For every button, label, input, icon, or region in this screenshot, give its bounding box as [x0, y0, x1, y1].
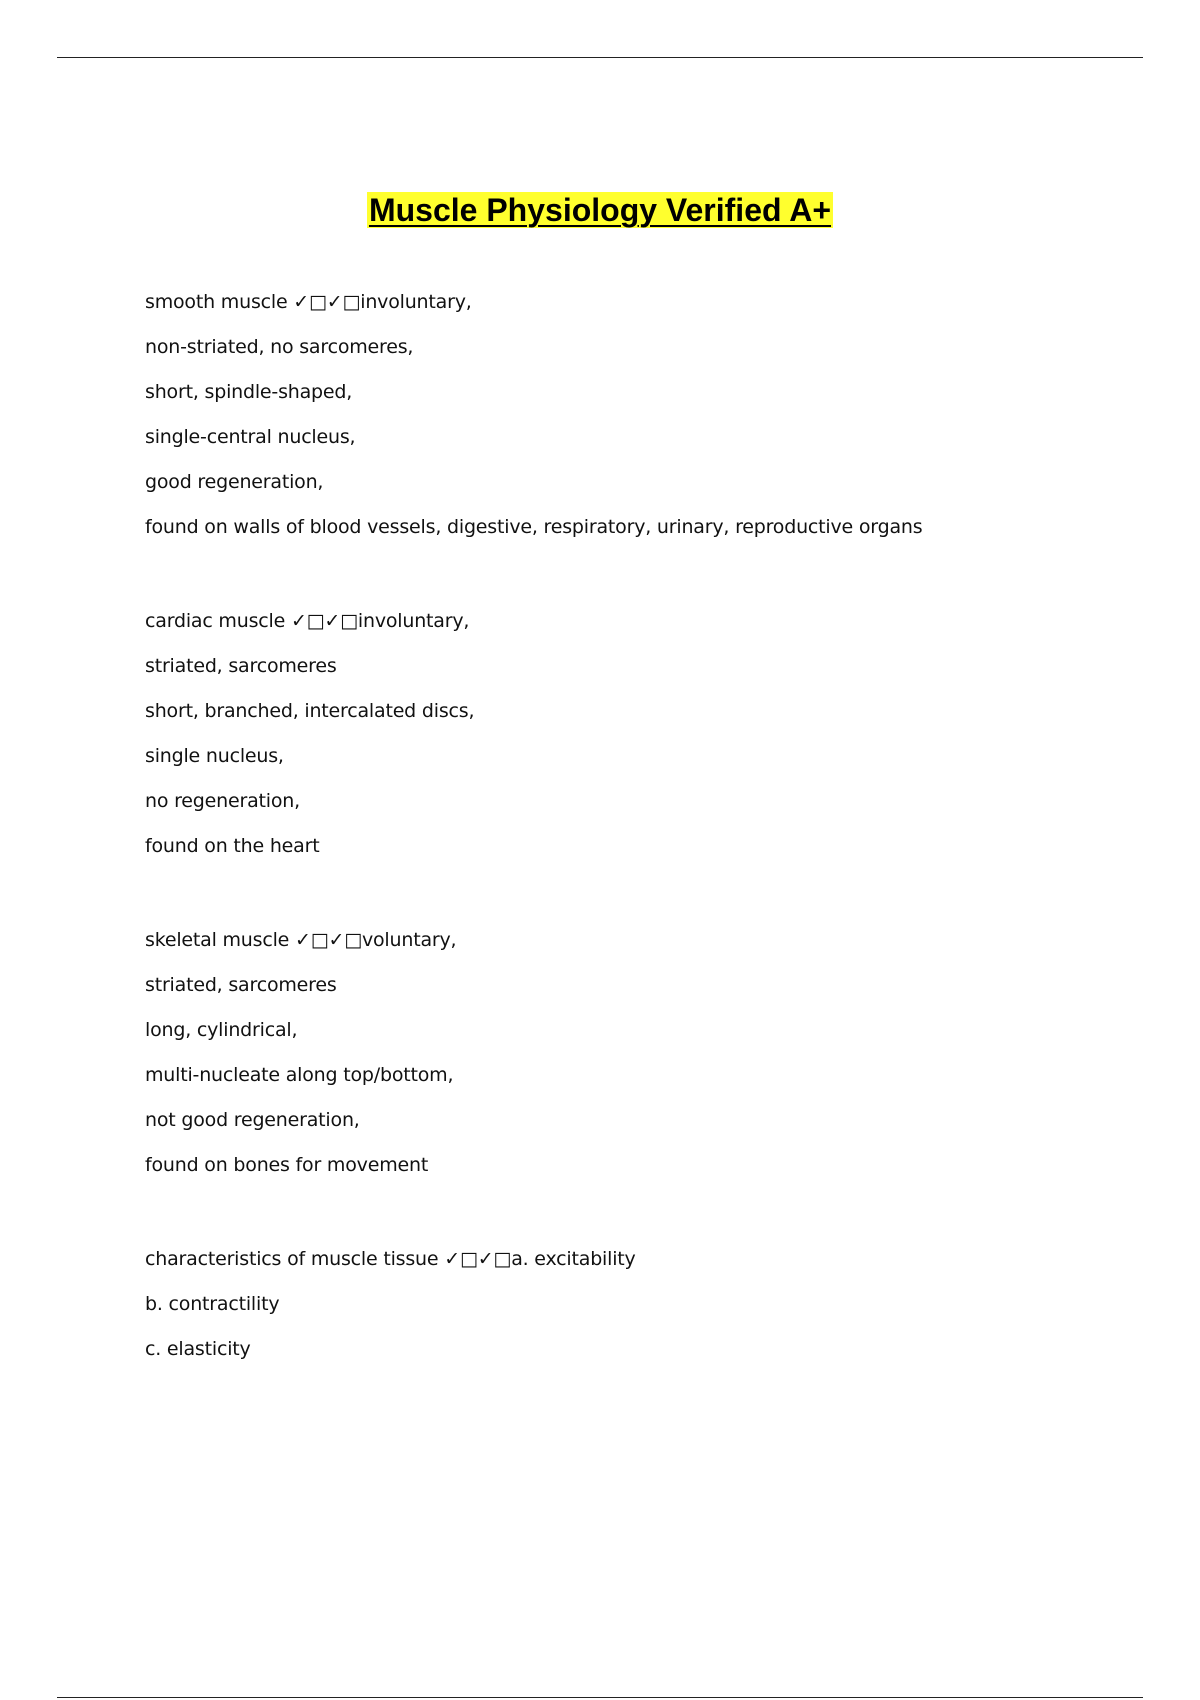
- checkmark-separator: ✓□✓□: [290, 610, 358, 632]
- entry-term: cardiac muscle: [145, 610, 286, 632]
- document-title: Muscle Physiology Verified A+: [368, 192, 832, 228]
- checkmark-separator: ✓□✓□: [444, 1248, 512, 1270]
- entry-answer-start: involuntary,: [360, 291, 472, 313]
- entry-line: b. contractility: [145, 1293, 280, 1315]
- entry-skeletal-muscle: [145, 918, 1145, 1188]
- footer-rule: [57, 1697, 1143, 1698]
- entry-cardiac-muscle: [145, 599, 1145, 869]
- entry-line: short, branched, intercalated discs,: [145, 700, 475, 722]
- entry-term: characteristics of muscle tissue: [145, 1248, 439, 1270]
- title-container: [0, 192, 1200, 228]
- document-body: [145, 280, 1145, 1421]
- entry-first-line: [145, 599, 1145, 644]
- entry-line: found on the heart: [145, 835, 320, 857]
- entry-line: short, spindle-shaped,: [145, 381, 353, 403]
- entry-first-line: [145, 280, 1145, 325]
- entry-characteristics: [145, 1237, 1145, 1372]
- entry-first-line: [145, 918, 1145, 963]
- header-rule: [57, 57, 1143, 58]
- entry-line: single-central nucleus,: [145, 426, 356, 448]
- entry-term: smooth muscle: [145, 291, 288, 313]
- entry-answer-start: voluntary,: [361, 929, 457, 951]
- checkmark-separator: ✓□✓□: [293, 291, 361, 313]
- entry-line: good regeneration,: [145, 471, 324, 493]
- entry-line: no regeneration,: [145, 790, 300, 812]
- entry-line: not good regeneration,: [145, 1109, 360, 1131]
- entry-smooth-muscle: [145, 280, 1145, 550]
- entry-line: found on bones for movement: [145, 1154, 429, 1176]
- entry-line: long, cylindrical,: [145, 1019, 298, 1041]
- entry-line: single nucleus,: [145, 745, 284, 767]
- entry-term: skeletal muscle: [145, 929, 290, 951]
- entry-first-line: [145, 1237, 1145, 1282]
- entry-line: striated, sarcomeres: [145, 974, 337, 996]
- entry-line: c. elasticity: [145, 1338, 251, 1360]
- entry-answer-start: involuntary,: [357, 610, 470, 632]
- entry-line: striated, sarcomeres: [145, 655, 337, 677]
- entry-line: found on walls of blood vessels, digestive, respiratory, urinary, reproductive organs: [145, 516, 923, 538]
- checkmark-separator: ✓□✓□: [295, 929, 362, 951]
- entry-line: multi-nucleate along top/bottom,: [145, 1064, 454, 1086]
- entry-line: non-striated, no sarcomeres,: [145, 336, 414, 358]
- entry-answer-start: a. excitability: [511, 1248, 636, 1270]
